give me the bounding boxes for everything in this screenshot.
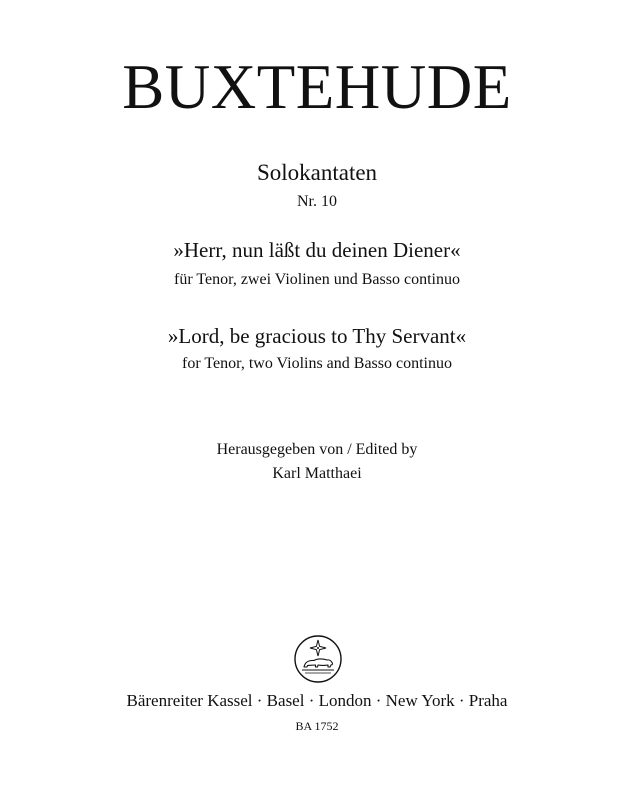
english-scoring: for Tenor, two Violins and Basso continuo: [182, 355, 452, 372]
composer-name: BUXTEHUDE: [122, 52, 512, 122]
editor-label: Herausgegeben von / Edited by: [216, 441, 418, 458]
editor-name: Karl Matthaei: [272, 465, 362, 482]
work-number: Nr. 10: [297, 193, 337, 210]
baerenreiter-logo-icon: [293, 634, 343, 684]
english-title: »Lord, be gracious to Thy Servant«: [167, 324, 467, 348]
catalog-number: BA 1752: [295, 719, 339, 733]
series-title: Solokantaten: [256, 160, 378, 185]
publisher-imprint: Bärenreiter Kassel · Basel · London · New York · Praha: [126, 691, 508, 710]
german-title: »Herr, nun läßt du deinen Diener«: [173, 238, 461, 262]
german-scoring: für Tenor, zwei Violinen und Basso continuo: [174, 271, 460, 288]
